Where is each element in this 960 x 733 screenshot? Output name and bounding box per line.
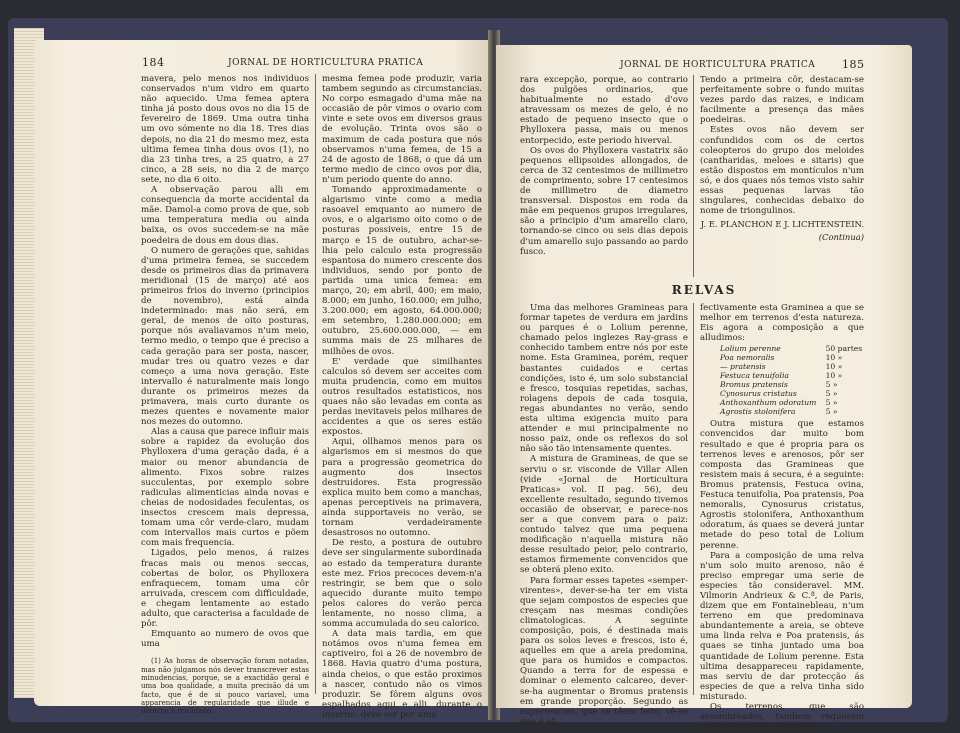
footnote: (1) As horas de observação foram notadas, mas não julgamos nós dever transcrever estas minudencias, porque, se a exactidão geral é uma boa qualidade, a muita precisão dá um facto, que é de si pouco variavel, uma apparencia de regularidade que illude e deturpa a realidade. — [141, 657, 309, 716]
signature: J. E. PLANCHON E J. LICHTENSTEIN. — [700, 219, 864, 230]
column-divider — [693, 75, 694, 277]
mixture-row: — pratensis 10 » — [720, 362, 843, 372]
paragraph: A data mais tardia, em que notámos ovos n'uma femea em captiveiro, foi a 26 de novembro de 1868. Havia quatro d'uma postura, ainda cheios, o que estão proximos a nascer, contudo não os vimos produzir. Se fôrem alguns ovos espalhados aqui e alli, durante o inverno, deve ser por uma — [322, 629, 482, 720]
paragraph: Estes ovos não devem ser confundidos com os de certos coleopteros do grupo dos meloides (cantharidas, meloes e sitaris) que estão dispostos em montículos n'um só, e dos quaes nós temos visto sahir essas pequenas larvas tão singulares, conhecidas debaixo do nome de triongulinos. — [700, 125, 864, 217]
mixture-row: Agrostis stolonifera 5 » — [720, 407, 838, 417]
mixture-row: Anthoxanthum odoratum 5 » — [720, 398, 838, 408]
paragraph: fectivamente esta Graminea a que se melhor em terrenos d'esta natureza. Eis agora a composição a que alludimos: — [700, 303, 864, 344]
paragraph: Tomando approximadamente o algarismo vinte como a media rasoavel emquanto ao numero de ovos, e o algarismo oito como o de posturas possiveis, entre 15 de março e 15 de outubro, achar-se-lhia pelo calculo esta progressão espantosa do numero crescente dos individuos, sendo por ponto de partida uma unica femea: em março, 20; em abril, 400; em maio, 8.000; em junho, 160.000; em julho, 3.200.000; em agosto, 64.000.000; em setembro, 1.280.000.000; em outubro, 25.600.000.000, — em summa mais de 25 milhares de milhões de ovos. — [322, 185, 482, 357]
column-divider — [693, 303, 694, 695]
paragraph: Os ovos do Phylloxera vastatrix são pequenos ellipsoides allongados, de cerca de 32 centesimos de millimetro de comprimento, sobre 17 centesimos de millimetro de diametro transversal. Dispostos em roda da mãe em pequenos grupos irregulares, são a principio d'um amarello claro, tornando-se cinco ou seis dias depois d'um amarello sujo passando ao pardo fusco. — [520, 145, 688, 257]
column-divider — [315, 74, 316, 694]
paragraph: O numero de gerações que, sahidas d'uma primeira femea, se succedem desde os primeiros dias da primavera meridional (15 de março) até aos primeiros frios do inverno (principios de novembro), está ainda indeterminado: mas não será, em geral, de menos de oito posturas, porque nós avaliavamos n'um meio, termo medio, o tempo que é preciso a cada geração para ser posta, nascer, mudar tres ou quatro vezes e dar começo a uma nova geração. Este intervallo é naturalmente mais longo durante os primeiros mezes da primavera, mais curto durante os mezes quentes e novamente maior nos mezes do outomno. — [141, 245, 309, 428]
paragraph: A mistura de Gramineas, de que se serviu o sr. visconde de Villar Allen (vide «Jornal de Horticultura Praticas» vol. II pag. 56), deu excellente resultado, segundo tivemos occasião de observar, e parece-nos ser a que convem para o paiz: contudo talvez que uma pequena modificação n'aquella mistura não desse resultado peior, pelo contrario, estamos firmemente convencidos que se obterá pleno exito. — [520, 454, 688, 576]
mixture-table — [720, 344, 864, 416]
mixture-row: Poa nemoralis 10 » — [720, 353, 843, 363]
paragraph: E' verdade que similhantes calculos só devem ser acceites com muita prudencia, como em muitos outros resultados estatisticos, nos quaes não são levadas em conta as perdas inevitaveis pelos milhares de accidentes a que os seres estão expostos. — [322, 356, 482, 438]
right-column-1-bottom — [520, 303, 688, 727]
mixture-row: Cynosurus cristatus 5 » — [720, 389, 838, 399]
paragraph: Uma das melhores Gramineas para formar tapetes de verdura em jardins ou parques é o Lolium perenne, chamado pelos inglezes Ray-grass e conhecido tambem entre nós por este nome. Esta Graminea, porém, requer bastantes cuidados e certas condições, isto é, um solo substancial e fresco, tosquias repetidas, sachas, rolagens depois de cada tosquia, regas abundantes no verão, sendo esta ultima exigencia muito para attender e mui principalmente no nosso paiz, onde os reflexos do sol não são tão intensamente quentes. — [520, 303, 688, 455]
paragraph: Tendo a primeira côr, destacam-se perfeitamente sobre o fundo muitas vezes pardo das raizes, e indicam facilmente a presença das mães poedeiras. — [700, 75, 864, 126]
right-page — [496, 45, 912, 733]
mixture-row: Festuca tenuifolia 10 » — [720, 371, 843, 381]
left-page — [34, 40, 492, 720]
paragraph: Emquanto ao numero de ovos que uma — [141, 629, 309, 650]
continua-note: (Continua) — [818, 232, 864, 243]
paragraph: Alas a causa que parece influir mais sobre a rapidez da evolução dos Phylloxera d'uma geração dada, é a maior ou menor abundancia de alimento. Fixos sobre raizes succulentas, por exemplo sobre radiculas alimenticias ainda novas e cheias de nodosidades feculentas, os insectos crescem mais depressa, tomam uma côr verde-claro, mudam com intervallos mais curtos e põem com mais frequencia. — [141, 427, 309, 549]
right-column-2-bottom — [700, 303, 864, 732]
right-running-head: JORNAL DE HORTICULTURA PRATICA — [620, 60, 816, 70]
right-column-2-top — [700, 75, 864, 243]
left-column-2 — [322, 74, 482, 720]
left-running-head: JORNAL DE HORTICULTURA PRATICA — [228, 58, 424, 68]
paragraph: rara excepção, porque, ao contrario dos pulgões ordinarios, que habitualmente no estado d'ovo atravessam os mezes de gelo, é no estado de pequeno insecto que o Phylloxera passa, mais ou menos entorpecido, este periodo hiverval. — [520, 75, 688, 146]
section-title-wrap — [496, 281, 912, 299]
left-column-1 — [141, 74, 309, 715]
right-page-number: 185 — [842, 58, 865, 71]
paragraph: Para a composição de uma relva n'um solo muito arenoso, não é preciso empregar uma serie de especies tão consideravel. MM. Vilmorin Andrieux & C.ª, de Paris, dizem que em Fontainebleau, n'um terreno em que predominava abundantemente a areia, se obteve uma linda relva e Poa pratensis, ás quaes se tinha juntado uma boa quantidade de Lolium perenne. Esta ultima desappareceu rapidamente, mas serviu de dar protecção ás especies de que a relva tinha sido misturado. — [700, 550, 864, 702]
mixture-row: Lolium perenne 50 partes — [720, 344, 863, 354]
paragraph: Para formar esses tapetes «semper-virentes», dever-se-ha ter em vista que sejam compostos de especies que cresçam nas mesmas condições climatologicas. A seguinte composição, pois, é destinada mais para os solos leves e frescos, isto é, aquelles em que a areia predomina, que para os humidos e compactos. Quando a terra for de espessa e dominar o elemento calcareo, dever-se-ha augmentar o Bromus pratensis em grande proporção. Segundo as experiencias, que se têem feito, vê-se que é ef- — [520, 575, 688, 727]
paragraph: Outra mistura que estamos convencidos dar muito bom resultado e que é propria para os terrenos leves e arenosos, pôr ser composta das Gramineas que resistem mais á secura, é a seguinte: Bromus pratensis, Festuca ovina, Festuca tenuifolia, Poa pratensis, Poa nemoralis, Cynosurus cristatus, Agrostis stolonifera, Anthoxanthum odoratum, ás quaes se deverá juntar metade do peso total de Lolium perenne. — [700, 419, 864, 551]
paragraph: Aqui, ollhamos menos para os algarismos em si mesmos do que para a progressão geometrica do augmento dos insectos destruidores. Esta progressão explica muito bem como a manchas, apenas perceptiveis na primavera, ainda supportaveis no verão, se tornam verdadeiramente desastrosos no outomno. — [322, 437, 482, 539]
paragraph: mesma femea pode produzir, varia tambem segundo as circumstancias. No corpo esmagado d'uma mãe na occasião de pôr vimos o ovario com vinte e sete ovos em diversos graus de evolução. Trinta ovos são o maximum de cada postura que nós observamos n'uma femea, de 15 a 24 de agosto de 1868, o que dá um termo medio de cinco ovos por dia, n'um periodo quente do anno. — [322, 74, 482, 185]
paragraph: Ligados, pelo menos, á raizes fracas mais ou menos seccas, cobertas de bolor, os Phylloxera enfraquecem, tomam uma côr arruivada, crescem com difficuldade, e chegam lentamente ao estado adulto, que caracterisa a faculdade de pôr. — [141, 548, 309, 630]
mixture-row: Bromus pratensis 5 » — [720, 380, 838, 390]
paragraph: Os terrenos, que são assombreados, tambem requerem uma mistura de Gramineas — [700, 702, 864, 733]
left-page-number: 184 — [142, 56, 165, 69]
paragraph: A observação parou alli em consequencia da morte accidental da mãe. Damol-a como prova de que, sob uma temperatura media ou ainda baixa, os ovos succedem-se na mãe poedeira de dous em dous dias. — [141, 185, 309, 246]
paragraph: mavera, pelo menos nos individuos conservados n'um vidro em quarto não aquecido. Uma femea aptera tinha já posto dous ovos no dia 15 de fevereiro de 1869. Uma outra tinha um ovo sómente no dia 18. Tres dias depois, no dia 21 do mesmo mez, esta ultima femea tinha dous ovos (1), no dia 23 tinha tres, a 25 quatro, a 27 cinco, a 28 seis, no dia 2 de março sete, no dia 6 oito. — [141, 74, 309, 185]
right-column-1-top — [520, 75, 688, 257]
paragraph: De resto, a postura de outubro deve ser singularmente subordinada ao estado da temperatura durante este mez. Frios precoces devem-n'a restringir, se bem que o solo aquecido durante muito tempo pelos calores do verão perca lentamente, no nosso clima, a somma accumulada do seu calorico. — [322, 538, 482, 630]
section-title: RELVAS — [671, 283, 737, 297]
